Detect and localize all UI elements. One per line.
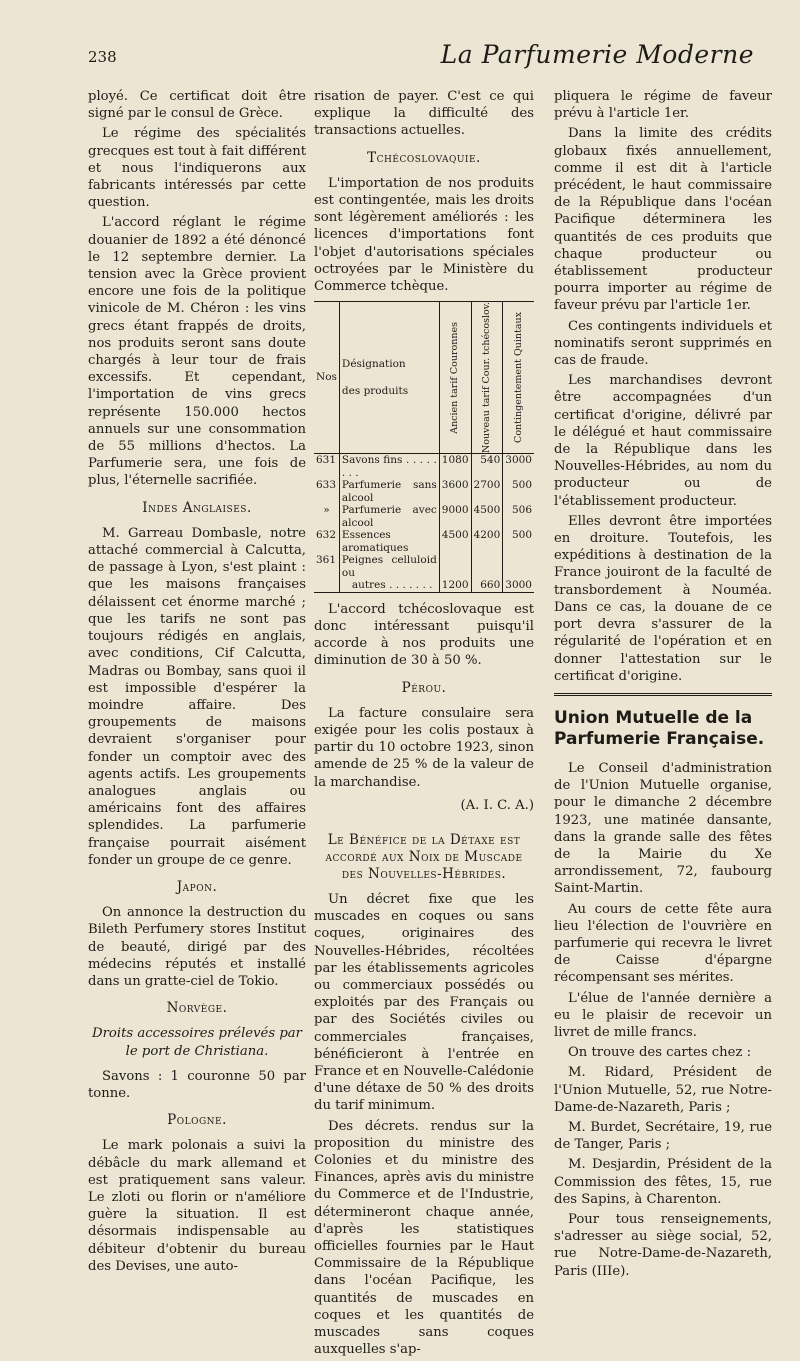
paragraph: L'accord tchécoslovaque est donc intéressant puisqu'il accorde à nos produits une diminution de 30 à 50 %. <box>314 601 534 669</box>
cell-designation: Peignes celluloid ou <box>339 554 439 579</box>
section-heading-norvege: Norvège. <box>166 1000 228 1017</box>
table-header-nos: Nos <box>314 302 339 454</box>
paragraph: M. Burdet, Secrétaire, 19, rue de Tanger, Paris ; <box>554 1119 772 1153</box>
cell-ancien: 4500 <box>439 529 471 554</box>
paragraph: Les marchandises devront être accompagnées d'un certificat d'origine, délivré par le délégué et haut commissaire de la République dans les Nouvelles-Hébrides, au nom du producteur ou de l'établissement producteur. <box>554 373 772 509</box>
column-1 <box>88 88 306 1278</box>
column-3 <box>554 88 772 1283</box>
column-2 <box>314 88 534 1361</box>
cell-contingent: 500 <box>503 529 534 554</box>
table-row <box>314 579 534 592</box>
cell-contingent: 3000 <box>503 454 534 480</box>
paragraph: Savons : 1 couronne 50 par tonne. <box>88 1068 306 1101</box>
nouveau-tarif-label: Nouveau tarif Cour. tchécoslov. <box>480 302 492 454</box>
table-header-ancien <box>439 302 471 454</box>
cell-designation: Savons fins . . . . . . . . <box>339 454 439 480</box>
table-header-designation <box>339 302 439 454</box>
paragraph: Des décrets. rendus sur la proposition du ministre des Colonies et du ministre des Finances, après avis du ministre du Commerce et de l'Industrie, détermineront chaque année, d'après les statistiques officielles fournies par le Haut Commissaire de la République dans l'océan Pacifique, les quantités de muscades en coques et les quantités de muscades sans coques auxquelles s'ap- <box>314 1118 534 1358</box>
cell-contingent: 500 <box>503 479 534 504</box>
paragraph: pliquera le régime de faveur prévu à l'article 1er. <box>554 89 772 122</box>
section-heading-perou: Pérou. <box>401 679 447 696</box>
table-row <box>314 504 534 529</box>
article-title-union-mutuelle: Union Mutuelle de la Parfumerie Française. <box>554 707 765 749</box>
cell-ancien <box>439 554 471 579</box>
table-header-nouveau <box>471 302 503 454</box>
paragraph: Au cours de cette fête aura lieu l'élection de l'ouvrière en parfumerie qui recevra le livret de Caisse d'épargne récompensant ses mérites. <box>554 901 772 986</box>
cell-no: » <box>323 504 330 517</box>
ancien-tarif-label: Ancien tarif Couronnes <box>449 321 461 434</box>
table-header-contingent <box>503 302 534 454</box>
paragraph: ployé. Ce certificat doit être signé par le consul de Grèce. <box>88 89 306 122</box>
section-heading-indes: Indes Anglaises. <box>142 499 252 516</box>
page-number: 238 <box>88 48 117 66</box>
cell-designation: Parfumerie sans alcool <box>339 479 439 504</box>
paragraph: Le mark polonais a suivi la débâcle du mark allemand et est pratiquement sans valeur. Le zloti ou florin or n'améliore guère la situation. Il est désormais indispensable au débiteur d'obtenir du bureau des Devises, une auto- <box>88 1138 306 1274</box>
table-row <box>314 554 534 579</box>
cell-designation: Essences aromatiques <box>339 529 439 554</box>
paragraph: M. Desjardin, Président de la Commission des fêtes, 15, rue des Sapins, à Charenton. <box>554 1157 772 1207</box>
table-row <box>314 479 534 504</box>
signature: (A. I. C. A.) <box>460 797 534 813</box>
cell-ancien: 9000 <box>439 504 471 529</box>
cell-nouveau: 4500 <box>471 504 503 529</box>
cell-nouveau: 540 <box>471 454 503 480</box>
paragraph: On trouve des cartes chez : <box>568 1045 752 1061</box>
cell-nouveau <box>471 554 503 579</box>
cell-designation: Parfumerie avec alcool <box>339 504 439 529</box>
paragraph: M. Garreau Dombasle, notre attaché commercial à Calcutta, de passage à Lyon, s'est plaint : que les maisons françaises délaissent cet énorme marché ; que les tarifs ne sont pas toujours rédigés en anglais, avec conditions, Cif Calcutta, Madras ou Bombay, sans quoi il est impossible d'espérer la moindre affaire. Des groupements de maisons devraient s'organiser pour fonder un comptoir avec des agents actifs. Les groupements analogues anglais ou américains font des affaires splendides. La parfumerie française pourrait aisément fonder un groupe de ce genre. <box>88 525 306 868</box>
table-header-designation-line2: des produits <box>341 384 409 397</box>
table-row <box>314 529 534 554</box>
paragraph: L'accord réglant le régime douanier de 1892 a été dénoncé le 12 septembre dernier. La tension avec la Grèce provient encore une fois de la politique vinicole de M. Chéron : les vins grecs étant frappés de droits, nos produits seront sans doute chargés à leur tour de frais excessifs. Et cependant, l'importation de vins grecs représente 150.000 hectos annuels sur une consommation de 55 millions d'hectos. La Parfumerie sera, une fois de plus, l'éternelle sacrifiée. <box>88 215 306 489</box>
cell-contingent: 3000 <box>503 579 534 592</box>
cell-contingent <box>503 554 534 579</box>
cell-ancien: 1080 <box>439 454 471 480</box>
journal-masthead: La Parfumerie Moderne <box>440 40 754 69</box>
cell-contingent: 506 <box>503 504 534 529</box>
cell-nouveau: 660 <box>471 579 503 592</box>
paragraph: La facture consulaire sera exigée pour les colis postaux à partir du 10 octobre 1923, sinon amende de 25 % de la valeur de la marchandise. <box>314 705 534 790</box>
paragraph: Ces contingents individuels et nominatifs seront supprimés en cas de fraude. <box>554 318 772 369</box>
paragraph: On annonce la destruction du Bileth Perfumery stores Institut de beauté, dirigé par des médecins réputés et installé dans un gratte-ciel de Tokio. <box>88 905 306 989</box>
cell-designation: autres . . . . . . . <box>339 579 439 592</box>
cell-no: 633 <box>316 479 337 492</box>
cell-no <box>314 579 339 592</box>
cell-ancien: 1200 <box>439 579 471 592</box>
cell-no: 631 <box>316 454 337 467</box>
cell-no: 361 <box>316 554 337 567</box>
cell-nouveau: 4200 <box>471 529 503 554</box>
paragraph: Le régime des spécialités grecques est tout à fait différent et nous l'indiquerons aux fabricants intéressés par cette question. <box>88 126 306 211</box>
section-heading-pologne: Pologne. <box>167 1112 227 1129</box>
paragraph: Le Conseil d'administration de l'Union Mutuelle organise, pour le dimanche 2 décembre 1923, une matinée dansante, dans la grande salle des fêtes de la Mairie du Xe arrondissement, 72, faubourg Saint-Martin. <box>554 760 772 897</box>
paragraph: Dans la limite des crédits globaux fixés annuellement, comme il est dit à l'article précédent, le haut commissaire de la République dans l'océan Pacifique déterminera les quantités de ces produits que chaque producteur ou établissement producteur pourra importer au régime de faveur prévu par l'article 1er. <box>554 126 772 314</box>
tariff-table <box>314 301 534 593</box>
paragraph: L'élue de l'année dernière a eu le plaisir de recevoir un livret de mille francs. <box>554 990 772 1040</box>
table-body <box>314 454 534 593</box>
section-subheading: Droits accessoires prélevés par le port de Christiana. <box>92 1026 302 1059</box>
paragraph: Pour tous renseignements, s'adresser au siège social, 52, rue Notre-Dame-de-Nazareth, Paris (IIIe). <box>554 1211 772 1279</box>
cell-no: 632 <box>316 529 337 542</box>
paragraph: M. Ridard, Président de l'Union Mutuelle, 52, rue Notre-Dame-de-Nazareth, Paris ; <box>554 1065 772 1115</box>
section-heading-japon: Japon. <box>176 878 218 895</box>
cell-nouveau: 2700 <box>471 479 503 504</box>
contingentement-label: Contingentement Quintaux <box>512 312 524 444</box>
section-heading-tchecoslovaquie: Tchécoslovaquie. <box>367 149 481 166</box>
paragraph: risation de payer. C'est ce qui explique la difficulté des transactions actuelles. <box>314 89 534 139</box>
table-header-designation-line1: Désignation <box>341 358 406 371</box>
paragraph: Elles devront être importées en droiture. Toutefois, les expéditions à destination de la France jouiront de la faculté de transbordement à Nouméa. Dans ce cas, la douane de ce port devra s'assurer de la régularité de l'opération et en donner l'attestation sur le certificat d'origine. <box>554 513 772 684</box>
table-row <box>314 454 534 480</box>
cell-ancien: 3600 <box>439 479 471 504</box>
section-heading-benefice: Le Bénéfice de la Détaxe est accordé aux Noix de Muscade des Nouvelles-Hébrides. <box>325 831 523 882</box>
paragraph: Un décret fixe que les muscades en coques ou sans coques, originaires des Nouvelles-Hébrides, récoltées par les établissements agricoles ou commerciaux possédés ou exploités par des Français ou par des Sociétés civiles ou commerciales françaises, bénéficieront à l'entrée en France et en Nouvelle-Calédonie d'une détaxe de 50 % des droits du tarif minimum. <box>314 891 534 1114</box>
paragraph: L'importation de nos produits est contingentée, mais les droits sont légèrement améliorés : les licences d'importations font l'objet d'autorisations spéciales octroyées par le Ministère du Commerce tchèque. <box>314 175 534 295</box>
section-divider <box>554 693 772 696</box>
